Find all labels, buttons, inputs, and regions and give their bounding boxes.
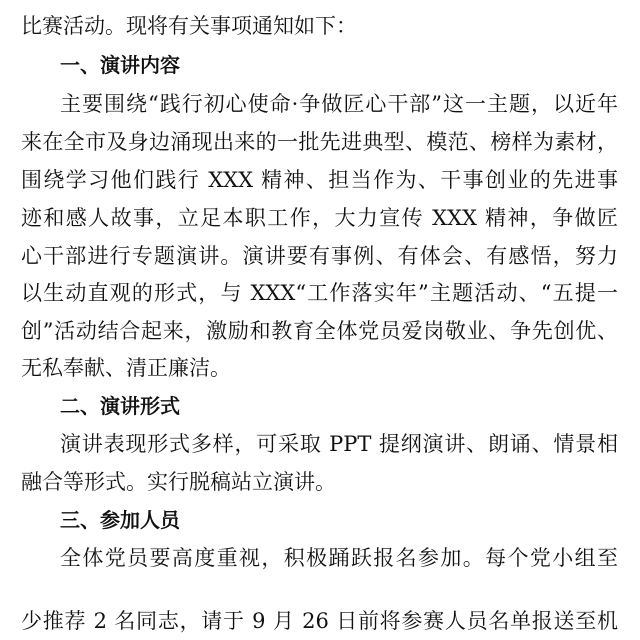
section-heading-format: 二、演讲形式 — [60, 394, 180, 418]
paragraph-line-intro: 比赛活动。现将有关事项通知如下： — [21, 14, 357, 38]
paragraph-line: 创”活动结合起来，激励和教育全体党员爱岗敬业、争先创优、 — [21, 319, 618, 343]
paragraph-line: 迹和感人故事，立足本职工作，大力宣传 XXX 精神，争做匠 — [21, 206, 618, 230]
paragraph-line: 围绕学习他们践行 XXX 精神、担当作为、干事创业的先进事 — [21, 168, 618, 192]
paragraph-line: 无私奉献、清正廉洁。 — [21, 356, 231, 380]
paragraph-line: 演讲表现形式多样，可采取 PPT 提纲演讲、朗诵、情景相 — [60, 432, 618, 456]
section-heading-participants: 三、参加人员 — [60, 508, 180, 532]
paragraph-line: 少推荐 2 名同志，请于 9 月 26 日前将参赛人员名单报送至机 — [21, 609, 618, 633]
section-heading-content: 一、演讲内容 — [60, 53, 180, 77]
paragraph-line: 融合等形式。实行脱稿站立演讲。 — [21, 470, 336, 494]
paragraph-line: 来在全市及身边涌现出来的一批先进典型、模范、榜样为素材， — [21, 130, 618, 154]
paragraph-line: 心干部进行专题演讲。演讲要有事例、有体会、有感悟，努力 — [21, 244, 618, 268]
paragraph-line: 主要围绕“践行初心使命·争做匠心干部”这一主题，以近年 — [60, 92, 618, 116]
paragraph-line: 以生动直观的形式，与 XXX“工作落实年”主题活动、“五提一 — [21, 281, 618, 305]
paragraph-line: 全体党员要高度重视，积极踊跃报名参加。每个党小组至 — [60, 546, 618, 570]
